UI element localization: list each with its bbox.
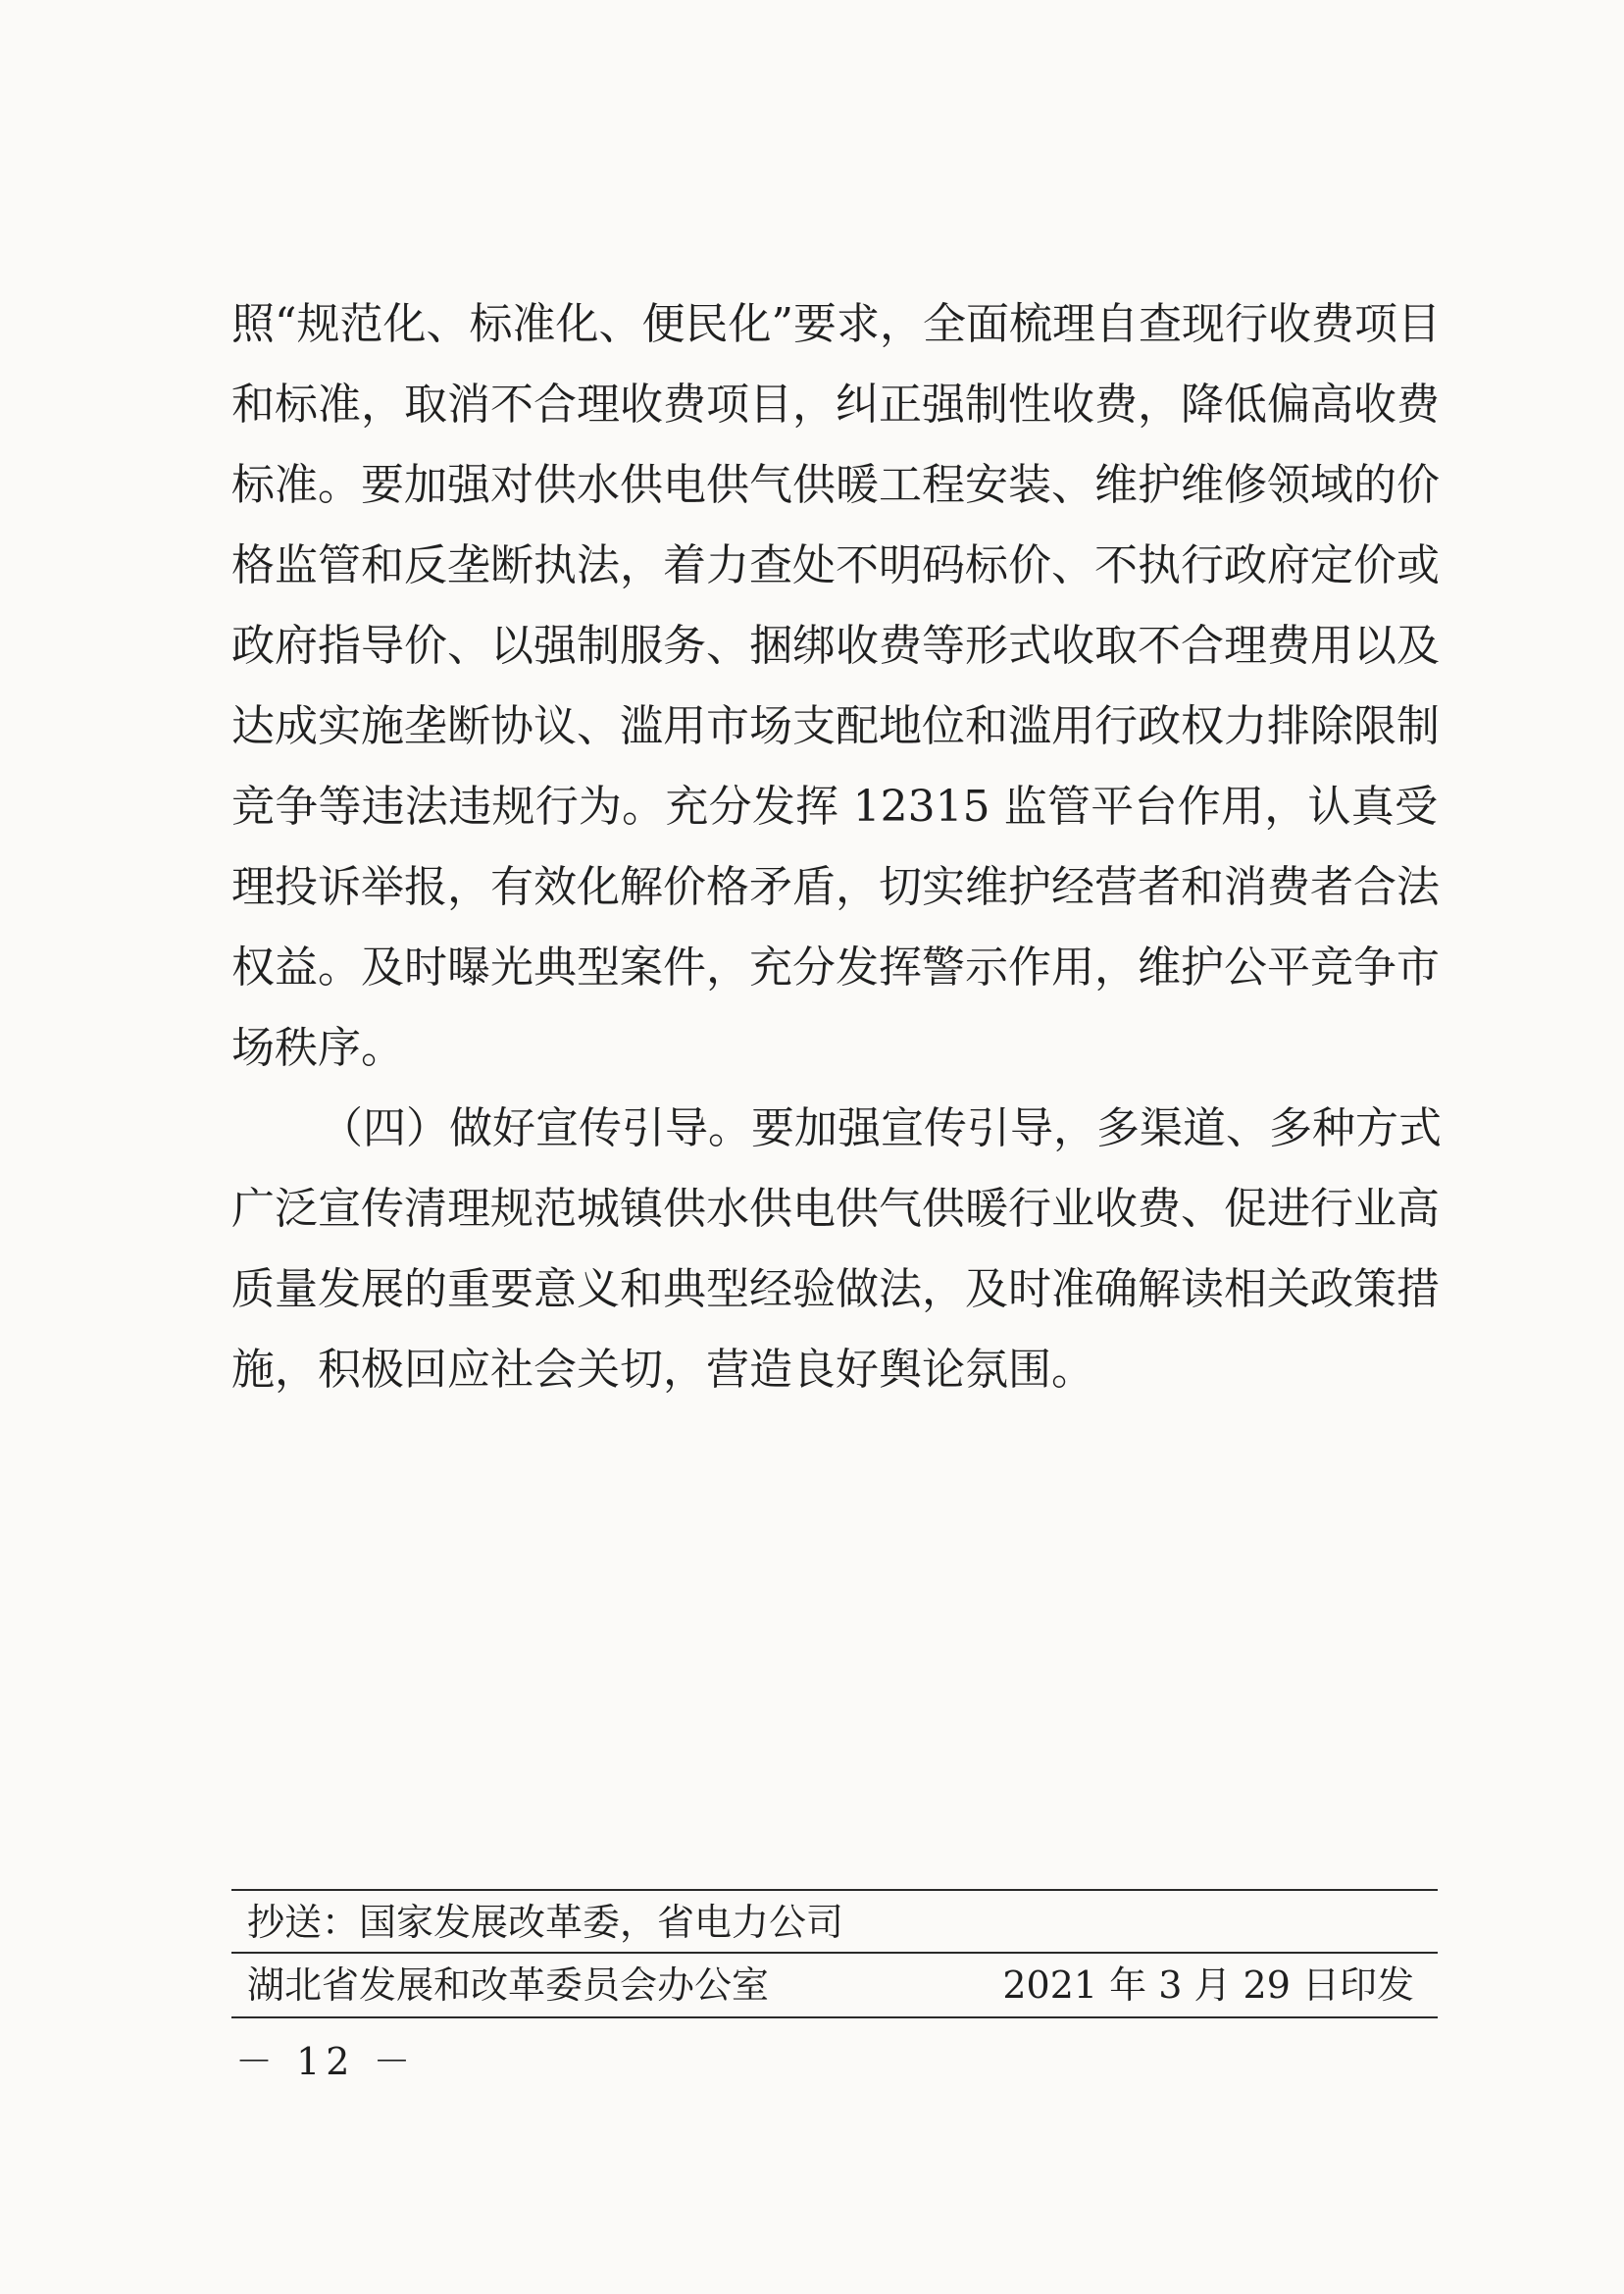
issuer-name: 湖北省发展和改革委员会办公室 (247, 1963, 770, 2007)
text-line: 竞争等违法违规行为。充分发挥 12315 监管平台作用，认真受 (231, 782, 1438, 832)
text-line: 广泛宣传清理规范城镇供水供电供气供暖行业收费、促进行业高 (231, 1184, 1440, 1234)
text-line: 照“规范化、标准化、便民化”要求，全面梳理自查现行收费项目 (231, 299, 1441, 349)
issuer-row (247, 1958, 1414, 2013)
cc-line (247, 1895, 1414, 1950)
footer-middle-rule (231, 1952, 1438, 1954)
footer-top-rule (231, 1889, 1438, 1891)
text-line: 政府指导价、以强制服务、捆绑收费等形式收取不合理费用以及 (231, 621, 1440, 671)
text-line: （四）做好宣传引导。要加强宣传引导，多渠道、多种方式 (320, 1103, 1442, 1153)
paragraph-publicity (231, 1089, 1442, 1410)
text-line: 和标准，取消不合理收费项目，纠正强制性收费，降低偏高收费 (231, 380, 1440, 430)
text-line: 达成实施垄断协议、滥用市场支配地位和滥用行政权力排除限制 (231, 701, 1440, 751)
text-line: 标准。要加强对供水供电供气供暖工程安装、维护维修领域的价 (231, 460, 1440, 510)
text-line: 质量发展的重要意义和典型经验做法，及时准确解读相关政策措 (231, 1264, 1440, 1314)
paragraph-regulation (231, 284, 1441, 1089)
cc-text: 抄送：国家发展改革委，省电力公司 (247, 1901, 844, 1944)
body-text (231, 284, 1442, 1410)
footer-bottom-rule (231, 2016, 1438, 2018)
text-line: 理投诉举报，有效化解价格矛盾，切实维护经营者和消费者合法 (231, 862, 1440, 912)
text-line: 场秩序。 (231, 1023, 404, 1073)
page-number: － 12 － (235, 2040, 417, 2083)
text-line: 格监管和反垄断执法，着力查处不明码标价、不执行政府定价或 (231, 540, 1440, 590)
issue-date: 2021 年 3 月 29 日印发 (1002, 1963, 1414, 2007)
text-line: 权益。及时曝光典型案件，充分发挥警示作用，维护公平竞争市 (231, 943, 1440, 993)
text-line: 施，积极回应社会关切，营造良好舆论氛围。 (231, 1345, 1094, 1395)
